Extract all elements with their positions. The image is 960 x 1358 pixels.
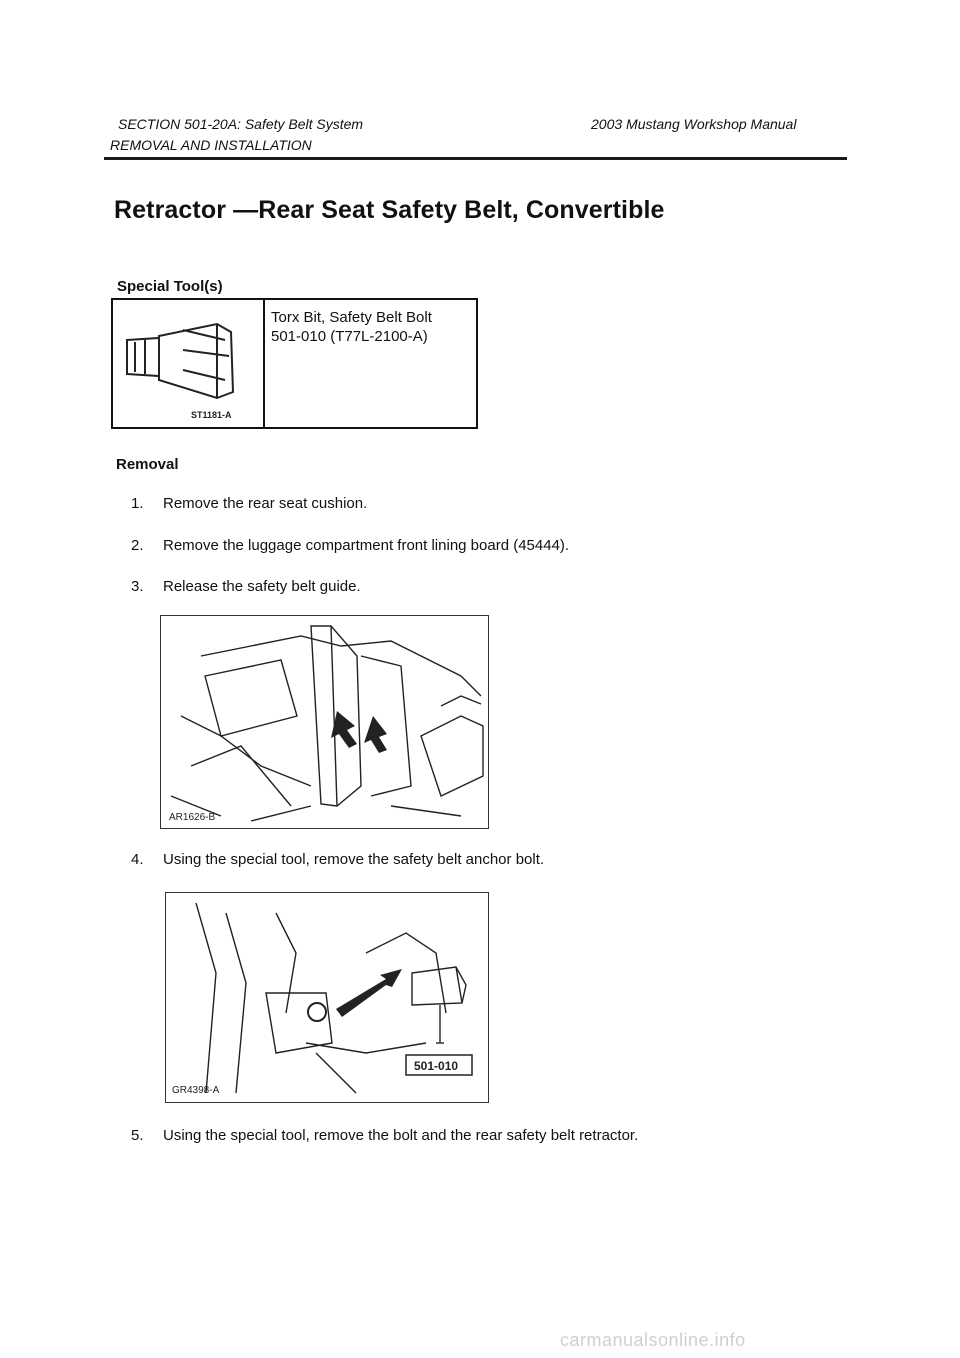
- page-title: Retractor —Rear Seat Safety Belt, Convertible: [114, 196, 665, 224]
- removal-step-1: [131, 495, 367, 512]
- figure-2-label: GR4398-A: [172, 1085, 220, 1096]
- tool-name: Torx Bit, Safety Belt Bolt: [271, 309, 432, 326]
- step-number: 4.: [131, 851, 144, 868]
- arrow-icon: [336, 969, 402, 1017]
- step-number: 3.: [131, 578, 144, 595]
- figure-2-callout: 501-010: [414, 1059, 459, 1073]
- removal-step-2: [131, 537, 569, 554]
- removal-heading: Removal: [116, 456, 179, 473]
- tool-image-cell: [113, 300, 265, 427]
- step-number: 1.: [131, 495, 144, 512]
- tool-description: [271, 308, 432, 346]
- step-number: 2.: [131, 537, 144, 554]
- watermark: carmanualsonline.info: [560, 1330, 746, 1350]
- tool-image-label: ST1181-A: [191, 410, 232, 420]
- figure-belt-guide: [160, 615, 489, 829]
- step-number: 5.: [131, 1127, 144, 1144]
- anchor-bolt-illustration: [166, 893, 488, 1102]
- figure-anchor-bolt: [165, 892, 489, 1103]
- header-divider: [104, 157, 847, 160]
- removal-step-5: [131, 1127, 638, 1144]
- step-text: Remove the rear seat cushion.: [163, 495, 368, 512]
- removal-step-4: [131, 851, 544, 868]
- special-tools-heading: Special Tool(s): [117, 278, 223, 295]
- section-header: SECTION 501-20A: Safety Belt System: [118, 116, 364, 132]
- bolt-icon: [308, 1003, 326, 1021]
- page-subheading: REMOVAL AND INSTALLATION: [110, 137, 312, 153]
- belt-guide-illustration: [161, 616, 488, 828]
- step-text: Remove the luggage compartment front lining board (45444).: [163, 537, 570, 554]
- step-text: Using the special tool, remove the safety belt anchor bolt.: [163, 851, 545, 868]
- special-tools-table: [111, 298, 478, 429]
- manual-title: 2003 Mustang Workshop Manual: [591, 116, 797, 132]
- step-text: Release the safety belt guide.: [163, 578, 361, 595]
- figure-1-label: AR1626-B: [169, 812, 216, 823]
- step-text: Using the special tool, remove the bolt and the rear safety belt retractor.: [163, 1127, 639, 1144]
- tool-number: 501-010 (T77L-2100-A): [271, 328, 428, 345]
- removal-step-3: [131, 578, 361, 595]
- torx-bit-image: [113, 300, 263, 427]
